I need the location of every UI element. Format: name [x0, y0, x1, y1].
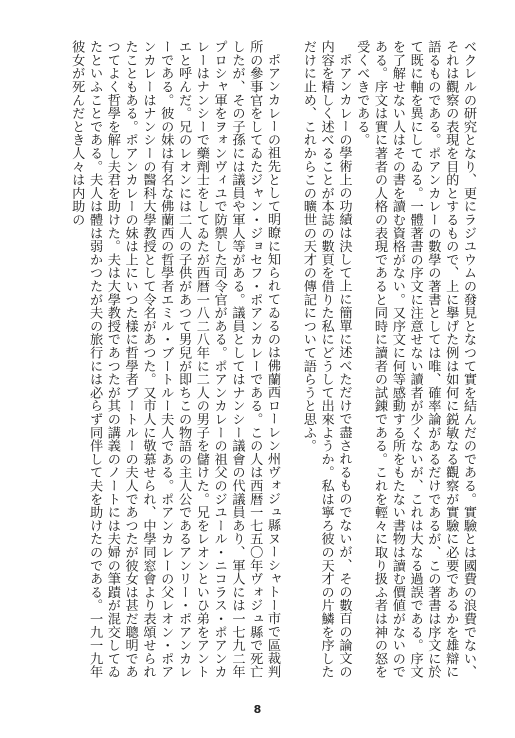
paragraph-3: ポアンカレーの祖先として明瞭に知られてゐるのは佛蘭西ローレン州ヴォジュ縣ヌーシャトー市で區裁判所の參事官をしてゐたジャン・ジョセフ・ポアンカレーである。この人は西暦一七五〇年ヴォジュ縣で死亡したが、その子孫には議員や軍人等がある。議員としてはナンシー議會の代議員あり、軍人には一七九二年プロシャ軍をヲォンヴィユで防禦した司令官がある。ポアンカレーの祖父のジユール・ニコラス・ポアンカレーはナンシーで藥劑士をしてゐたが西暦一八二八年に二人の男子を儲けた。兄をレオンといひ弟をアントエと呼んだ。兄のレオンには二人の子供があつて男兒が即ちこの物語の主人公であるアンリー・ポアンカレーである。彼の妹は有名な佛蘭西の哲學者エミル・ブートルー夫人である。ポアンカレーの父レオン・ポアンカレーはナンシーの醫科大學教授として令名があつた。又市人に敬慕せられ、中學同窓會より表頌せられたこともある。ポアンカレーの妹は上にいつた樣に哲學者ブートルーの夫人であつたが彼女は甚だ聰明であつてよく哲學を解し夫君を助けた。夫は大學教授であつたが其の講義のノートには夫婦の筆蹟が混交してゐたといふことである。夫人は體は弱かつたが夫の旅行には必らず同伴して夫を助けたのである。一九一九年彼女が死んだとき人々は内助の	[69, 40, 281, 679]
body-text	[34, 40, 477, 680]
paragraph-1: ベクレルの研究となり、更にラジユウムの發見となつて實を結んだのである。實驗とは國費の浪費でない、それは觀察の表現を目的とするもので、上に擧げた例は如何に鋭敏なる觀察が實驗に必要であるかを雄辯に語るものである。ポアンカレーの數學の著書としては唯、確率論があるだけであるが、この著書は序文に於て既に軸を異にしてゐる。一體著書の序文に注意せない讀者が少くないが、これは大なる過誤である。序文を了解せない人はその書を讀む資格がない。又序文に何等感動する所をもたない書物は讀む價値がないのである。序文は實に著者の人格の表現であると同時に讀者の試錬である。これを輕々に取り扱ふ者は神の怒を受くべきである。	[354, 40, 476, 679]
paragraph-2: ポアンカレーの學術上の功績は決して上に簡單に述べただけで盡されるものでないが、その數百の論文の内容を精しく述べることが本誌の數頁を借りた私にどうして出來ようか。私は寧ろ彼の天才の片鱗を序しただけに止め、これからこの曠世の天才の傳記について語らうと思ふ。	[300, 40, 352, 679]
page-number: 8	[253, 703, 262, 716]
